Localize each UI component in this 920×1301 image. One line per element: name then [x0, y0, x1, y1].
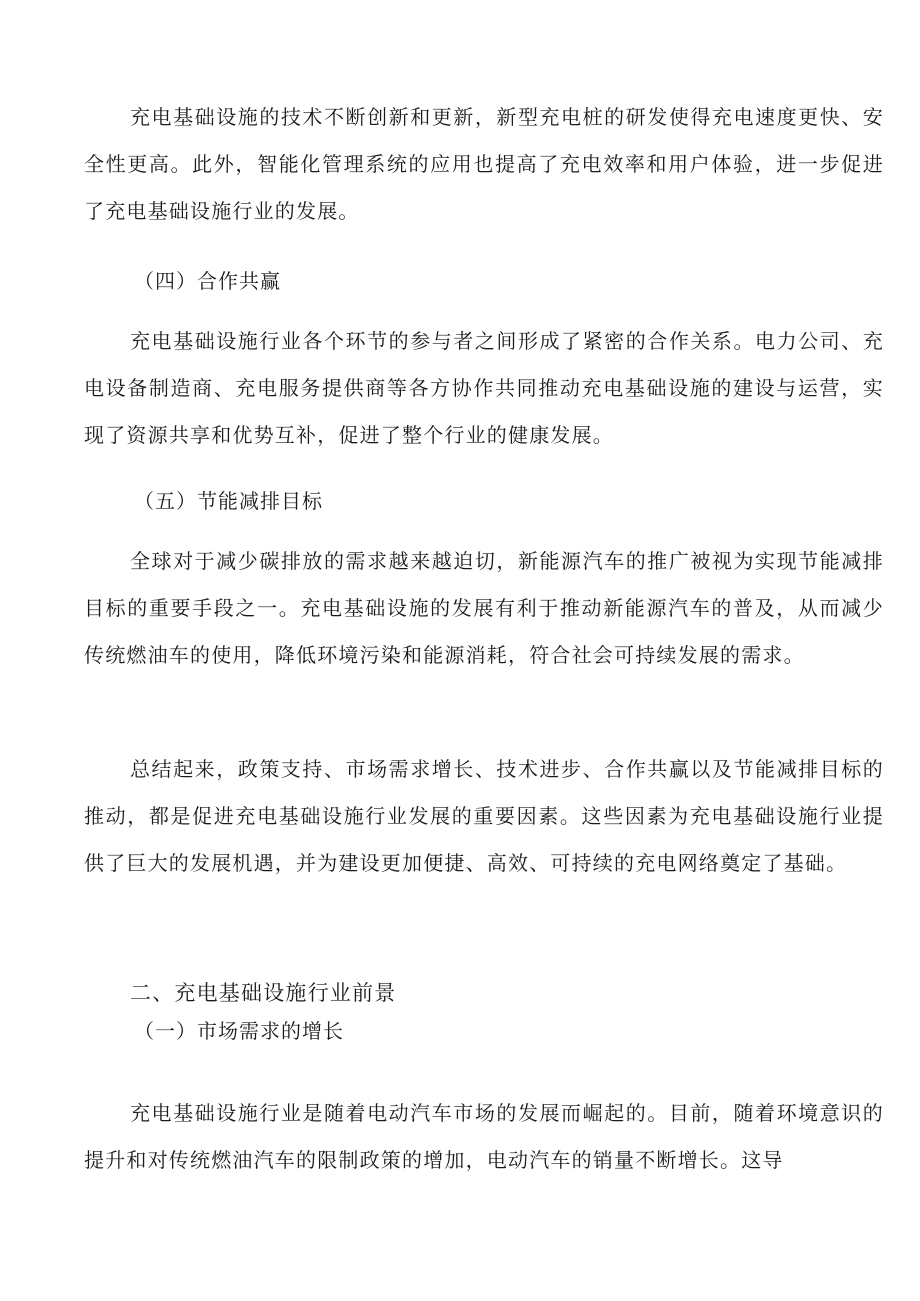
paragraph-market-demand: 充电基础设施行业是随着电动汽车市场的发展而崛起的。目前，随着环境意识的提升和对传统燃油汽车的限制政策的增加，电动汽车的销量不断增长。这导	[84, 1101, 884, 1172]
paragraph-energy-saving: 全球对于减少碳排放的需求越来越迫切，新能源汽车的推广被视为实现节能减排目标的重要手段之一。充电基础设施的发展有利于推动新能源汽车的普及，从而减少传统燃油车的使用，降低环境污染和能源消耗，符合社会可持续发展的需求。	[84, 549, 884, 667]
paragraph-summary: 总结起来，政策支持、市场需求增长、技术进步、合作共赢以及节能减排目标的推动，都是促进充电基础设施行业发展的重要因素。这些因素为充电基础设施行业提供了巨大的发展机遇，并为建设更加便捷、高效、可持续的充电网络奠定了基础。	[84, 757, 884, 875]
subheading-cooperation: （四）合作共赢	[134, 269, 281, 293]
paragraph-cooperation: 充电基础设施行业各个环节的参与者之间形成了紧密的合作关系。电力公司、充电设备制造商、充电服务提供商等各方协作共同推动充电基础设施的建设与运营，实现了资源共享和优势互补，促进了整个行业的健康发展。	[84, 329, 884, 447]
subheading-energy-saving: （五）节能减排目标	[134, 489, 323, 513]
section-title-outlook: 二、充电基础设施行业前景	[130, 981, 397, 1005]
subheading-market-demand: （一）市场需求的增长	[134, 1019, 344, 1043]
paragraph-technology-innovation: 充电基础设施的技术不断创新和更新，新型充电桩的研发使得充电速度更快、安全性更高。此外，智能化管理系统的应用也提高了充电效率和用户体验，进一步促进了充电基础设施行业的发展。	[84, 105, 884, 223]
